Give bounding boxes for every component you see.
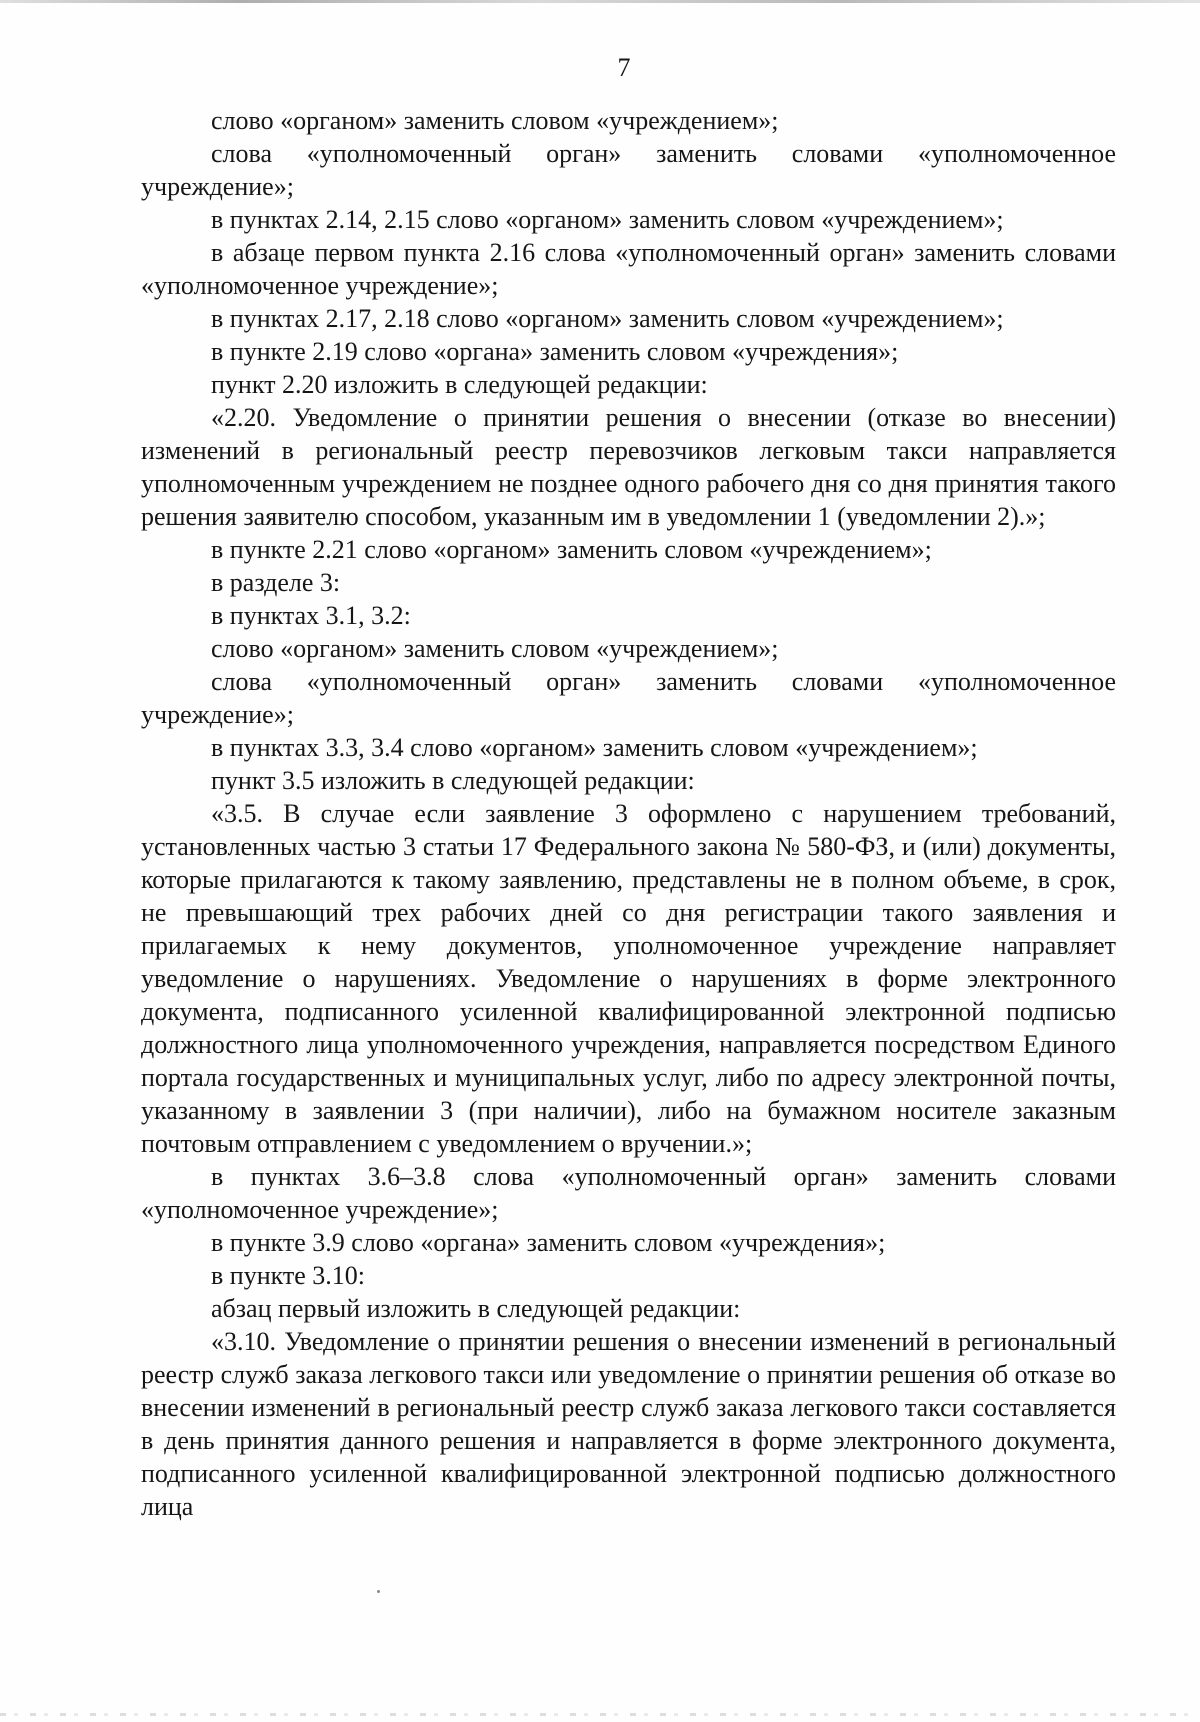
paragraph-12: слово «органом» заменить словом «учреждением»; [211,634,779,663]
paragraph-5: в пунктах 2.17, 2.18 слово «органом» заменить словом «учреждением»; [211,304,1004,333]
paragraph-9: в пункте 2.21 слово «органом» заменить словом «учреждением»; [211,535,932,564]
paragraph-18: в пункте 3.9 слово «органа» заменить словом «учреждения»; [211,1228,886,1257]
paragraph-10: в разделе 3: [211,568,341,597]
paragraph-15: пункт 3.5 изложить в следующей редакции: [211,766,695,795]
scan-top-edge [0,0,1200,3]
paragraph-21: «3.10. Уведомление о принятии решения о внесении изменений в региональный реестр служб заказа легкового такси или уведомление о принятии решения об отказе во внесении изменений в региональный реестр служб заказа легкового такси составляется в день принятия данного решения и направляется в форме электронного документа, подписанного усиленной квалифицированной электронной подписью должностного лица [141,1327,1116,1521]
paragraph-11: в пунктах 3.1, 3.2: [211,601,411,630]
paragraph-7: пункт 2.20 изложить в следующей редакции: [211,370,708,399]
paragraph-19: в пункте 3.10: [211,1261,366,1290]
paragraph-1: слово «органом» заменить словом «учреждением»; [211,106,779,135]
paragraph-17: в пунктах 3.6–3.8 слова «уполномоченный орган» заменить словами «уполномоченное учреждение»; [141,1162,1116,1224]
paragraph-13: слова «уполномоченный орган» заменить словами «уполномоченное учреждение»; [141,667,1116,729]
paragraph-4: в абзаце первом пункта 2.16 слова «уполномоченный орган» заменить словами «уполномоченное учреждение»; [141,238,1116,300]
paragraph-6: в пункте 2.19 слово «органа» заменить словом «учреждения»; [211,337,899,366]
paragraph-20: абзац первый изложить в следующей редакции: [211,1294,741,1323]
page-number: 7 [617,53,631,82]
document-body [141,104,1116,1523]
scan-bottom-edge [0,1713,1200,1716]
paragraph-3: в пунктах 2.14, 2.15 слово «органом» заменить словом «учреждением»; [211,205,1004,234]
paragraph-2: слова «уполномоченный орган» заменить словами «уполномоченное учреждение»; [141,139,1116,201]
paragraph-14: в пунктах 3.3, 3.4 слово «органом» заменить словом «учреждением»; [211,733,978,762]
scan-speck [377,1590,380,1593]
paragraph-16: «3.5. В случае если заявление 3 оформлено с нарушением требований, установленных частью 3 статьи 17 Федерального закона № 580-ФЗ, и (или) документы, которые прилагаются к такому заявлению, представлены не в полном объеме, в срок, не превышающий трех рабочих дней со дня регистрации такого заявления и прилагаемых к нему документов, уполномоченное учреждение направляет уведомление о нарушениях. Уведомление о нарушениях в форме электронного документа, подписанного усиленной квалифицированной электронной подписью должностного лица уполномоченного учреждения, направляется посредством Единого портала государственных и муниципальных услуг, либо по адресу электронной почты, указанному в заявлении 3 (при наличии), либо на бумажном носителе заказным почтовым отправлением с уведомлением о вручении.»; [141,799,1116,1158]
paragraph-8: «2.20. Уведомление о принятии решения о внесении (отказе во внесении) изменений в региональный реестр перевозчиков легковым такси направляется уполномоченным учреждением не позднее одного рабочего дня со дня принятия такого решения заявителю способом, указанным им в уведомлении 1 (уведомлении 2).»; [141,403,1116,531]
